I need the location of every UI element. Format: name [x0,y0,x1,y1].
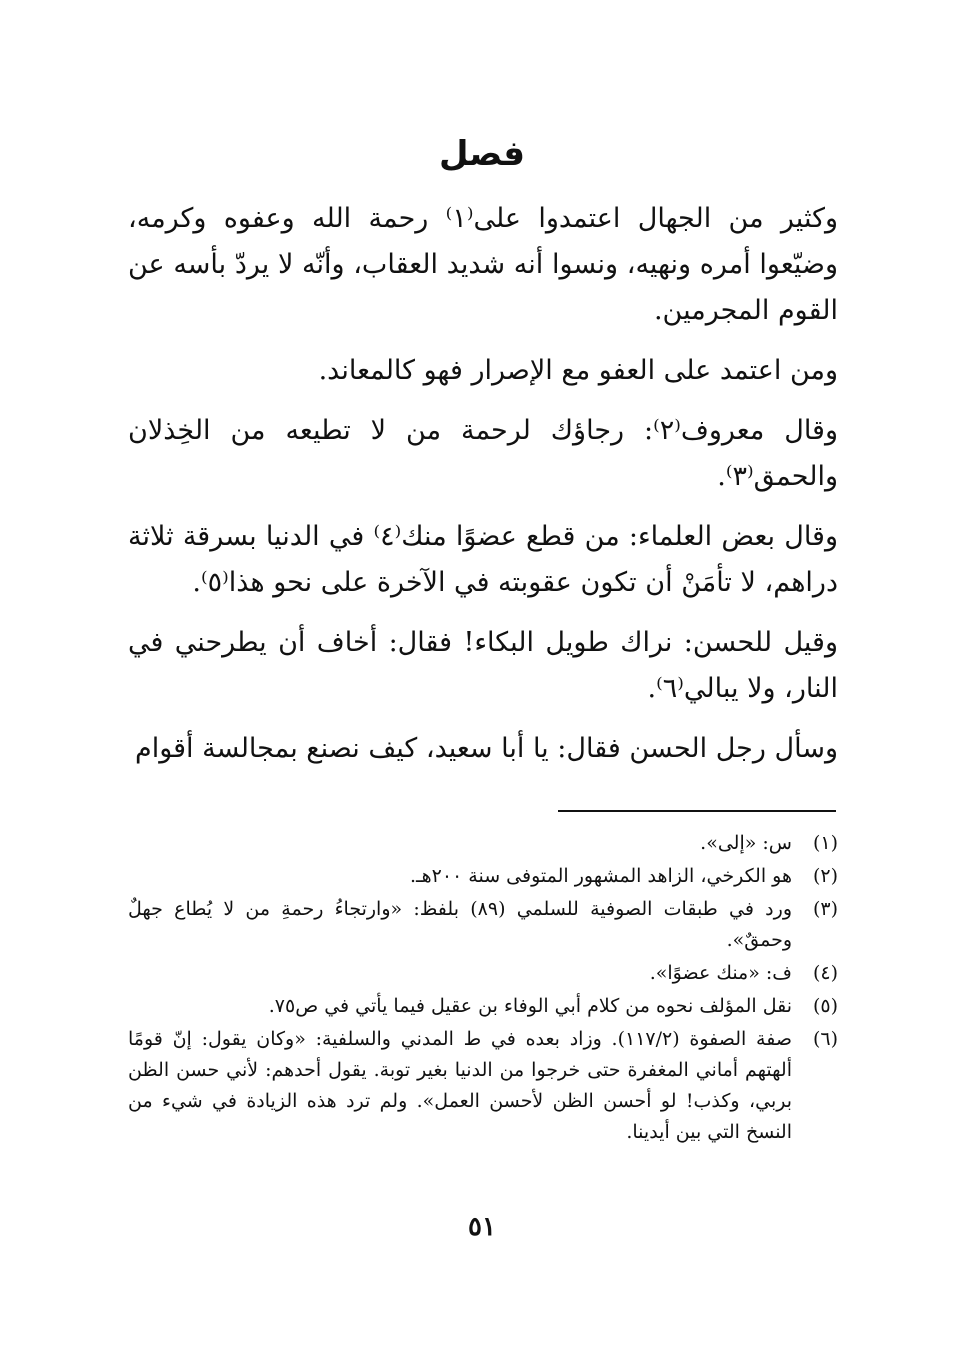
footnote-number: (١) [812,832,838,854]
main-text [128,196,838,786]
footnote [128,1024,838,1148]
footnote [128,828,838,859]
footnote-text: ف: «منك عضوًا». [649,962,792,984]
footnotes [128,828,838,1150]
footnote [128,958,838,989]
footnote-text: نقل المؤلف نحوه من كلام أبي الوفاء بن عقيل فيما يأتي في ص٧٥. [268,995,792,1017]
paragraph: وقال بعض العلماء: من قطع عضوًا منك⁽٤⁾ في الدنيا بسرقة ثلاثة دراهم، لا تأمَنْ أن تكون عقوبته في الآخرة على نحو هذا⁽٥⁾. [128,521,838,598]
footnote-number: (٥) [812,995,838,1017]
paragraph: وقال معروف⁽٢⁾: رجاؤك لرحمة من لا تطيعه من الخِذلان والحمق⁽٣⁾. [128,415,839,492]
footnote-text: صفة الصفوة (١١٧/٢). وزاد بعده في ط المدني والسلفية: «وكان يقول: إنّ قومًا ألهتهم أماني المغفرة حتى خرجوا من الدنيا بغير توبة. يقول أحدهم: لأني حسن الظن بربي، وكذب! لو أحسن الظن لأحسن العمل». ولم ترد هذه الزيادة في شيء من النسخ التي بين أيدينا. [128,1028,792,1143]
footnote-separator [558,810,836,812]
paragraph: وكثير من الجهال اعتمدوا على⁽١⁾ رحمة الله وعفوه وكرمه، وضيّعوا أمره ونهيه، ونسوا أنه شديد العقاب، وأنّه لا يردّ بأسه عن القوم المجرمين. [128,203,838,326]
paragraph: وقيل للحسن: نراك طويل البكاء! فقال: أخاف أن يطرحني في النار، ولا يبالي⁽٦⁾. [128,627,838,704]
footnote-number: (٤) [812,962,838,984]
footnote-number: (٦) [812,1028,838,1050]
section-title: فصل [438,134,526,174]
footnote [128,991,838,1022]
footnote-number: (٢) [812,865,838,887]
footnote-text: س: «إلى». [700,832,792,854]
paragraph: وسأل رجل الحسن فقال: يا أبا سعيد، كيف نصنع بمجالسة أقوام [134,733,838,764]
page-number: ٥١ [468,1212,496,1242]
footnote [128,861,838,892]
footnote-text: هو الكرخي، الزاهد المشهور المتوفى سنة ٢٠٠هـ. [409,865,792,887]
footnote [128,894,838,956]
footnote-number: (٣) [812,898,838,920]
paragraph: ومن اعتمد على العفو مع الإصرار فهو كالمعاند. [318,355,838,386]
footnote-text: ورد في طبقات الصوفية للسلمي (٨٩) بلفظ: «وارتجاءُ رحمةِ من لا يُطاع جهلٌ وحمقٌ». [128,898,792,951]
